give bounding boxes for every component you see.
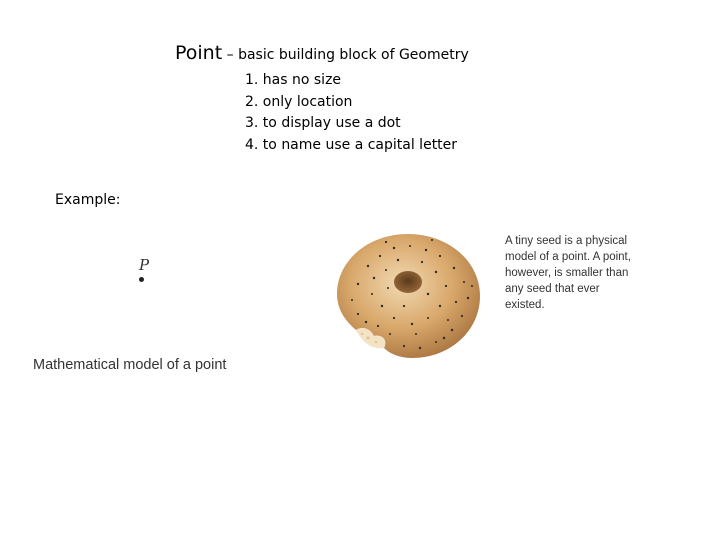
property-item: 3. to display use a dot <box>245 115 401 131</box>
title-term: Point <box>175 42 223 64</box>
seed-caption-line: any seed that ever <box>505 283 600 295</box>
seed-caption-line: however, is smaller than <box>505 267 629 279</box>
property-list <box>245 70 457 156</box>
seed-caption <box>505 233 655 313</box>
point-label: P <box>139 256 150 274</box>
bagel-image <box>328 226 488 366</box>
property-item: 4. to name use a capital letter <box>245 136 458 153</box>
property-item: 2. only location <box>245 93 353 110</box>
seed-caption-line: model of a point. A point, <box>505 251 631 263</box>
seed-caption-line: existed. <box>505 299 545 311</box>
slide-title <box>175 42 469 64</box>
example-label: Example: <box>55 192 121 208</box>
seed-caption-line: A tiny seed is a physical <box>505 235 628 247</box>
math-model-caption: Mathematical model of a point <box>33 357 227 373</box>
bagel-hole <box>394 271 422 293</box>
property-item: 1. has no size <box>245 72 342 88</box>
bagel-body <box>337 234 480 358</box>
point-dot <box>139 277 144 282</box>
title-definition: – basic building block of Geometry <box>222 47 469 63</box>
